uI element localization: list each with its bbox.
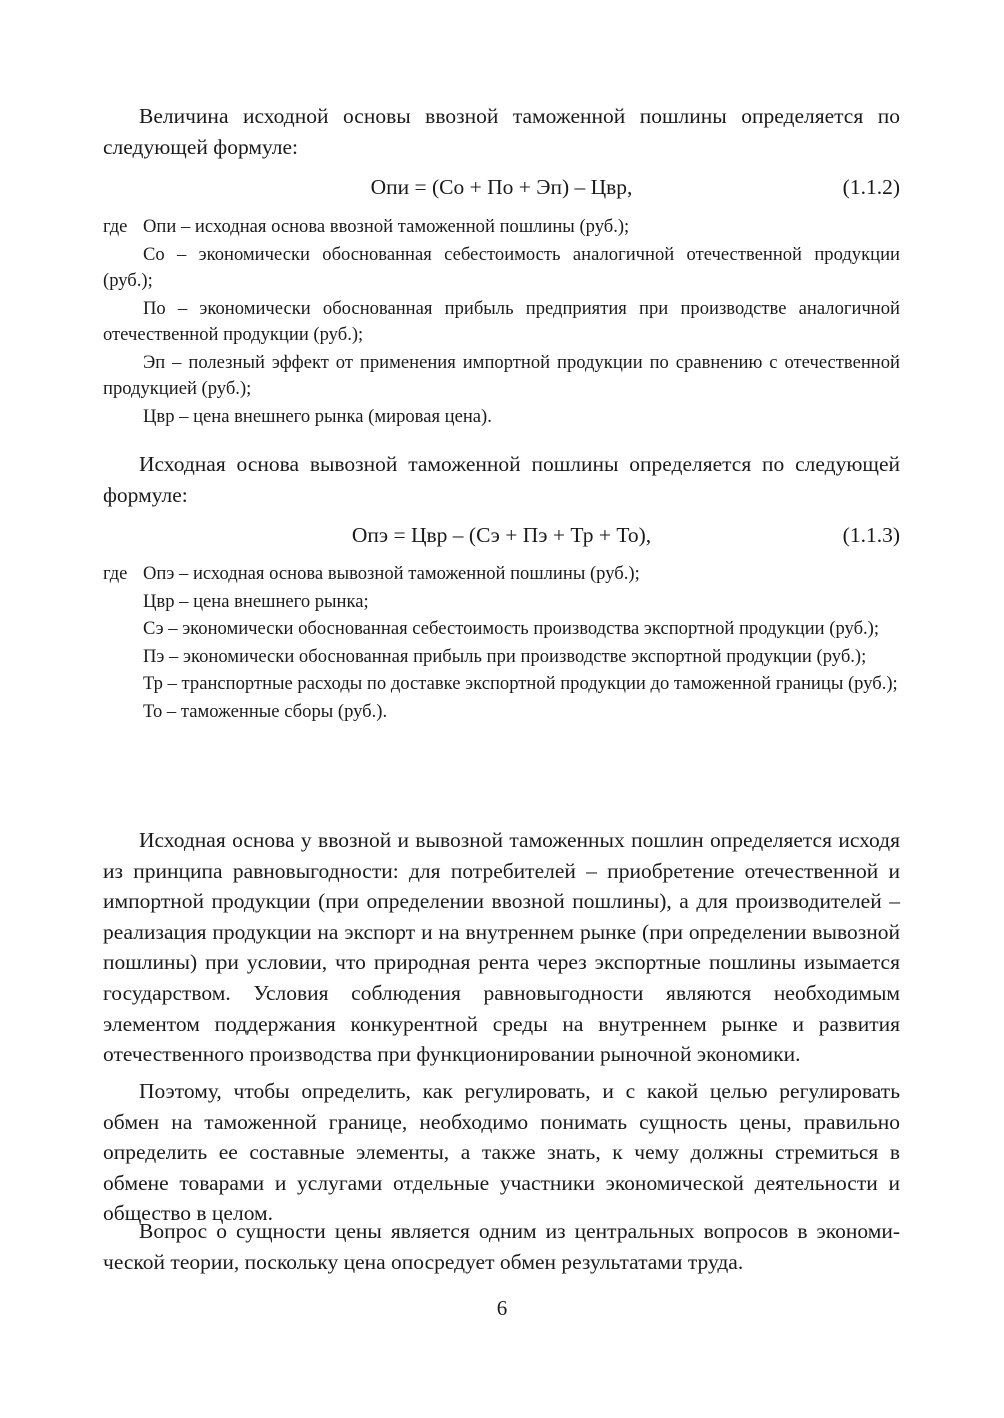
definition-item: Цвр – цена внешнего рынка (мировая цена). <box>143 405 492 427</box>
definition-item: Со – экономически обоснованная себестоимость аналогичной отечественной продукции (руб.); <box>103 243 900 291</box>
definition-item: Сэ – экономически обоснованная себестоимость производства экспортной продукции (руб.); <box>143 618 880 639</box>
definition-item: где Опи – исходная основа ввозной таможенной пошлины (руб.); <box>103 214 900 241</box>
paragraph-regulation: Поэтому, чтобы определить, как регулировать, и с какой целью регулировать обмен на таможенной границе, необходимо понимать сущность цены, правильно определить ее составные элементы, а также знать, к чему должны стремиться в обмене товарами и услугами отдельные участники экономической деятельности и общество в целом. <box>103 1079 900 1226</box>
definitions-import <box>103 214 900 431</box>
definition-item: Цвр – цена внешнего рынка; <box>143 590 369 612</box>
definition-item: По – экономически обоснованная прибыль предприятия при производстве аналогичной отечественной продукции (руб.); <box>103 297 900 345</box>
paragraph-intro-export: Исходная основа вывозной таможенной пошлины определяется по следующей формуле: <box>103 452 900 507</box>
paragraph-price-essence: Вопрос о сущности цены является одним из центральных вопросов в экономической теории, поскольку цена опосредует обмен результатами труда. <box>103 1219 900 1274</box>
definition-item: Эп – полезный эффект от применения импортной продукции по сравнению с отечественной продукцией (руб.); <box>103 351 900 399</box>
formula-export-base <box>103 520 900 550</box>
page-number: 6 <box>496 1296 508 1320</box>
formula-number: (1.1.2) <box>842 175 900 199</box>
formula-import-base <box>103 172 900 202</box>
formula-expression: Опи = (Со + По + Эп) – Цвр, <box>370 175 633 199</box>
definition-item: Пэ – экономически обоснованная прибыль при производстве экспортной продукции (руб.); <box>143 645 867 667</box>
definition-item: Тр – транспортные расходы по доставке экспортной продукции до таможенной границы (руб.); <box>143 673 898 694</box>
where-label: где <box>103 563 128 584</box>
paragraph-intro-import: Величина исходной основы ввозной таможенной пошлины определяется по следующей формуле: <box>103 104 900 159</box>
paragraph-equal-benefit: Исходная основа у ввозной и вывозной таможенных пошлин определяется исходя из принципа равновыгодности: для потребителей – приобретение отечественной и импортной продукции (при определении ввозной пошлины), а для производителей – реализация продукции на экспорт и на внутреннем рынке (при определении вывозной пошлины) при условии, что природная рента через экспортные пошлины изымается государством. Условия соблюдения равновыгодности являются необходимым элементом поддержания конкурентной среды на внутреннем рынке и развития отечественного производства при функционировании рыночной экономики. <box>103 828 900 1067</box>
formula-number: (1.1.3) <box>842 523 900 547</box>
where-label: где <box>103 216 128 237</box>
formula-expression: Опэ = Цвр – (Сэ + Пэ + Тр + То), <box>351 523 652 547</box>
definitions-export <box>103 561 900 726</box>
definition-item: где Опэ – исходная основа вывозной таможенной пошлины (руб.); <box>103 561 900 588</box>
definition-item: То – таможенные сборы (руб.). <box>143 700 388 722</box>
